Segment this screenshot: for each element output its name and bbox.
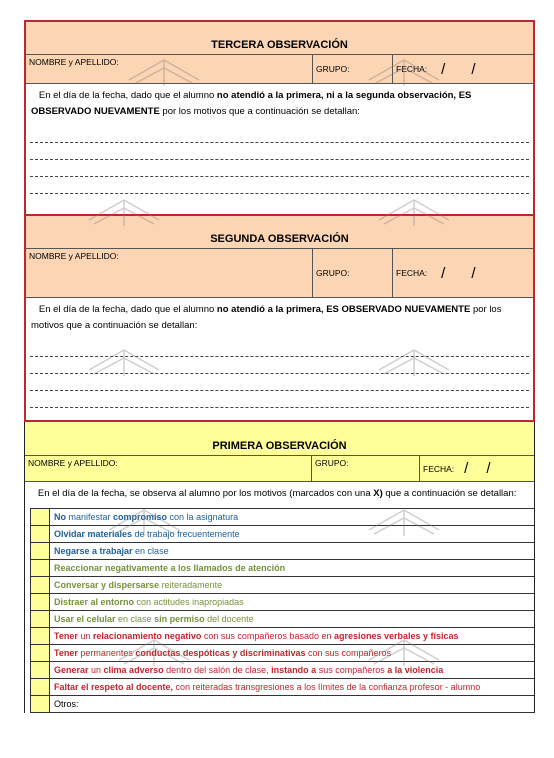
- reason-checkbox[interactable]: [30, 560, 50, 576]
- second-paragraph: [26, 298, 533, 334]
- writing-line[interactable]: [30, 177, 529, 194]
- reason-text-part: en clase: [132, 546, 169, 556]
- reason-checkbox[interactable]: [30, 611, 50, 627]
- reason-text-part: un: [88, 665, 104, 675]
- reason-label: [50, 662, 534, 678]
- date-label: FECHA:: [423, 463, 455, 474]
- first-paragraph: [25, 482, 534, 508]
- reason-text-part: en clase: [115, 614, 155, 624]
- date-slash: /: [486, 460, 491, 477]
- reason-checkbox[interactable]: [30, 628, 50, 644]
- reason-text-part: con actitudes inapropiadas: [134, 597, 244, 607]
- first-fields-row: [25, 456, 534, 482]
- reason-text-part: con reiteradas transgresiones a los límites de la confianza profesor - alumno: [173, 682, 481, 692]
- reason-text-part: Faltar el respeto al docente,: [54, 682, 174, 692]
- reason-row: [30, 543, 534, 560]
- reason-row: [30, 577, 534, 594]
- name-field[interactable]: [26, 249, 313, 297]
- reason-text-part: permanentes: [77, 648, 136, 658]
- date-slash: /: [441, 60, 446, 78]
- name-field[interactable]: [25, 456, 312, 481]
- date-slash: /: [441, 264, 446, 282]
- reason-row: [30, 611, 534, 628]
- reason-text-part: clima adverso: [103, 665, 164, 675]
- writing-line[interactable]: [30, 160, 529, 177]
- name-label: NOMBRE y APELLIDO:: [28, 458, 118, 468]
- para-text: En el día de la fecha, se observa al alumno por los motivos (marcados con una: [37, 488, 374, 499]
- date-slash: /: [464, 460, 469, 477]
- reason-text-part: relacionamiento negativo: [92, 631, 202, 641]
- reason-text-part: agresiones verbales y físicas: [333, 631, 459, 641]
- writing-line[interactable]: [30, 143, 529, 160]
- group-field[interactable]: [312, 456, 420, 481]
- para-text: En el día de la fecha, dado que el alumno: [38, 304, 217, 315]
- para-bold: no atendió a la primera, ni a la segunda observación, ES OBSERVADO NUEVAMENTE: [31, 90, 472, 117]
- reason-text-part: compromiso: [113, 512, 168, 522]
- first-observation-section: [24, 422, 535, 713]
- writing-line[interactable]: [30, 374, 529, 391]
- reason-text-part: reiteradamente: [159, 580, 223, 590]
- reason-text-part: conductas despóticas y discriminativas: [135, 648, 306, 658]
- reason-row: [30, 509, 534, 526]
- second-observation-title: [26, 216, 533, 248]
- writing-line[interactable]: [30, 357, 529, 374]
- reason-text-part: Reaccionar negativamente a los llamados de atención: [54, 563, 286, 573]
- group-label: GRUPO:: [316, 64, 350, 74]
- third-observation-title: [26, 22, 533, 54]
- reason-row: [30, 645, 534, 662]
- section-title: PRIMERA OBSERVACIÓN: [212, 440, 347, 452]
- reason-text-part: con sus compañeros basado en: [201, 631, 334, 641]
- reason-text-part: No: [54, 512, 66, 522]
- date-label: FECHA:: [396, 64, 428, 74]
- reason-checkbox[interactable]: [30, 594, 50, 610]
- date-slash: /: [471, 264, 476, 282]
- reason-label: [50, 577, 534, 593]
- para-text: que a continuación se detallan:: [382, 488, 517, 499]
- para-bold: no atendió a la primera, ES OBSERVADO NUEVAMENTE: [216, 304, 471, 315]
- reason-checkbox[interactable]: [30, 543, 50, 559]
- reason-text-part: Usar el celular: [54, 614, 116, 624]
- reason-text-part: sin permiso: [154, 614, 205, 624]
- reason-text-part: del docente: [204, 614, 254, 624]
- date-label: FECHA:: [396, 268, 428, 278]
- name-label: NOMBRE y APELLIDO:: [29, 251, 119, 261]
- section-title: SEGUNDA OBSERVACIÓN: [210, 233, 349, 245]
- reason-text-part: Negarse a trabajar: [54, 546, 133, 556]
- date-field[interactable]: [393, 55, 533, 83]
- reason-checkbox[interactable]: [30, 509, 50, 525]
- third-observation-section: [24, 20, 535, 216]
- reason-checklist: [30, 508, 534, 713]
- first-observation-title: [25, 422, 534, 456]
- group-label: GRUPO:: [315, 458, 349, 468]
- reason-text-part: Conversar y dispersarse: [54, 580, 160, 590]
- reason-row: [30, 526, 534, 543]
- reason-label: [50, 645, 534, 661]
- reason-label: [50, 611, 534, 627]
- para-text: En el día de la fecha, dado que el alumno: [38, 90, 217, 101]
- reason-label: [50, 679, 534, 695]
- reason-row: [30, 696, 534, 713]
- writing-line[interactable]: [30, 126, 529, 143]
- writing-line[interactable]: [30, 340, 529, 357]
- reason-text-part: Olvidar materiales: [54, 529, 133, 539]
- reason-label: [50, 526, 534, 542]
- reason-checkbox[interactable]: [30, 679, 50, 695]
- reason-text-part: Generar: [54, 665, 89, 675]
- reason-text-part: Otros:: [54, 699, 79, 709]
- reason-text-part: manifestar: [66, 512, 114, 522]
- group-field[interactable]: [313, 55, 393, 83]
- reason-text-part: Tener: [54, 631, 78, 641]
- section-title: TERCERA OBSERVACIÓN: [211, 39, 348, 51]
- name-label: NOMBRE y APELLIDO:: [29, 57, 119, 67]
- reason-checkbox[interactable]: [30, 645, 50, 661]
- reason-checkbox[interactable]: [30, 526, 50, 542]
- third-paragraph: [26, 84, 533, 120]
- reason-checkbox[interactable]: [30, 696, 50, 712]
- reason-label: [50, 628, 534, 644]
- reason-text-part: Distraer al entorno: [54, 597, 135, 607]
- reason-checkbox[interactable]: [30, 577, 50, 593]
- reason-text-part: con la asignatura: [167, 512, 239, 522]
- date-field[interactable]: [420, 456, 534, 481]
- reason-label: [50, 560, 534, 576]
- reason-label: [50, 696, 534, 712]
- observation-form: [24, 20, 535, 713]
- date-field[interactable]: [393, 249, 533, 297]
- para-text: por los motivos que a continuación se detallan:: [159, 106, 360, 117]
- reason-label: [50, 509, 534, 525]
- reason-row: [30, 662, 534, 679]
- reason-label: [50, 594, 534, 610]
- writing-line[interactable]: [30, 391, 529, 408]
- second-observation-section: [24, 216, 535, 422]
- reason-text-part: instando a: [271, 665, 317, 675]
- reason-row: [30, 679, 534, 696]
- reason-row: [30, 594, 534, 611]
- reason-text-part: con sus compañeros: [305, 648, 392, 658]
- reason-text-part: de trabajo frecuentemente: [132, 529, 240, 539]
- date-slash: /: [471, 60, 476, 78]
- third-fields-row: [26, 54, 533, 84]
- para-text: por los motivos que a continuación se detallan:: [31, 304, 502, 331]
- second-fields-row: [26, 248, 533, 298]
- reason-text-part: sus compañeros: [316, 665, 388, 675]
- reason-label: [50, 543, 534, 559]
- name-field[interactable]: [26, 55, 313, 83]
- reason-checkbox[interactable]: [30, 662, 50, 678]
- group-label: GRUPO:: [316, 268, 350, 278]
- reason-text-part: a la violencia: [387, 665, 444, 675]
- reason-row: [30, 560, 534, 577]
- reason-text-part: dentro del salón de clase,: [163, 665, 272, 675]
- para-bold: X): [373, 488, 383, 499]
- reason-text-part: Tener: [54, 648, 78, 658]
- group-field[interactable]: [313, 249, 393, 297]
- reason-text-part: un: [77, 631, 93, 641]
- reason-row: [30, 628, 534, 645]
